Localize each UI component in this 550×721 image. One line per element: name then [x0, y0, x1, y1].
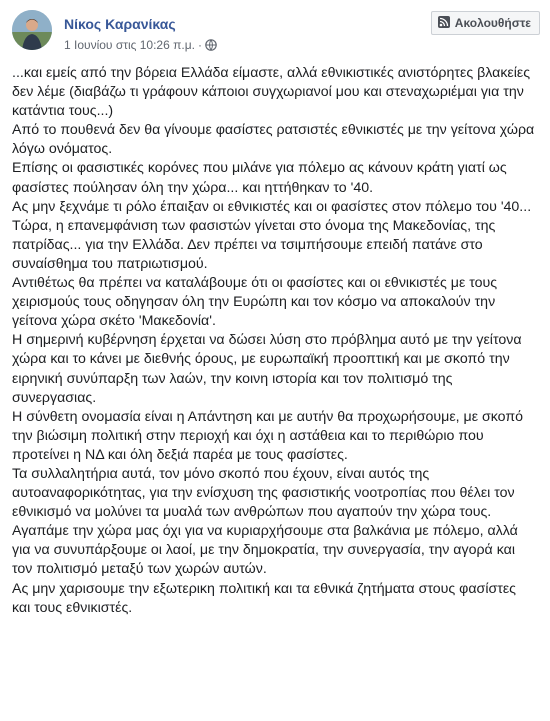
- post-body: [12, 64, 538, 618]
- follow-label: Ακολουθήστε: [454, 16, 531, 30]
- avatar[interactable]: [12, 10, 52, 50]
- post-timestamp[interactable]: 1 Ιουνίου στις 10:26 π.μ.: [64, 38, 195, 52]
- post-paragraph: Από το πουθενά δεν θα γίνουμε φασίστες ρατσιστές εθνικιστές με την γείτονα χώρα λόγω ονόματος.: [12, 122, 535, 158]
- follow-button[interactable]: [431, 11, 540, 35]
- post-meta: [64, 38, 217, 54]
- post-paragraph: Τα συλλαλητήρια αυτά, τον μόνο σκοπό που έχουν, είναι αυτός της αυτοαναφορικότητας, για την ενίσχυση της φασιστικής νοοτροπίας που θέλει τον εθνικισμό να μολύνει τα μυαλά των ανθρώπων που αγαπούν την χώρα τους.: [12, 465, 515, 521]
- post-paragraph: Τώρα, η επανεμφάνιση των φασιστών γίνεται στο όνομα της Μακεδονίας, της πατρίδας... για την Ελλάδα. Δεν πρέπει να τσιμπήσουμε επειδή πατάνε στο συναίσθημα του πατριωτισμού.: [12, 217, 496, 272]
- post-paragraph: Ας μην ξεχνάμε τι ρόλο έπαιξαν οι εθνικιστές και οι φασίστες στον πόλεμο του '40...: [12, 198, 532, 215]
- rss-icon: [438, 16, 450, 31]
- post-paragraph: Επίσης οι φασιστικές κορόνες που μιλάνε για πόλεμο ας κάνουν κράτη γιατί ως φασίστες πούλησαν όλη την χώρα... και ηττήθηκαν το '40.: [12, 160, 507, 196]
- post-paragraph: Αντιθέτως θα πρέπει να καταλάβουμε ότι οι φασίστες και οι εθνικιστές με τους χειρισμούς τους οδηγησαν όλη την Ευρώπη και τον κόσμο να αποκαλούν την γείτονα χώρα σκέτο 'Μακεδονία'.: [12, 275, 498, 330]
- post-paragraph: Η σύνθετη ονομασία είναι η Απάντηση και με αυτήν θα προχωρήσουμε, με σκοπό την βιώσιμη πολιτική στην περιοχή και όχι η αστάθεια και το περιθώριο που προτείνει η ΝΔ και όλη δεξιά παρέα με τους φασίστες.: [12, 408, 524, 463]
- globe-icon[interactable]: [205, 39, 217, 54]
- post-paragraph: ...και εμείς από την βόρεια Ελλάδα είμαστε, αλλά εθνικιστικές ανιστόρητες βλακείες δεν λέμε (διαβάζω τι γράφουν κάποιοι συγχωριανοί μου και στεναχωριέμαι για την κατάντια τους...): [12, 65, 531, 120]
- post-header: [12, 8, 540, 58]
- post-paragraph: Ας μην χαρισουμε την εξωτερικη πολιτική και τα εθνικά ζητήματα στους φασίστες και τους εθνικιστές.: [12, 580, 516, 616]
- post-paragraph: Αγαπάμε την χώρα μας όχι για να κυριαρχήσουμε στα βαλκάνια με πόλεμο, αλλά για να συνυπάρξουμε οι λαοί, με την δημοκρατία, την συνεργασία, την αγορά και τον πολιτισμό μεταξύ των χωρών αυτών.: [12, 523, 518, 578]
- author-name[interactable]: Νίκος Καρανίκας: [64, 16, 176, 32]
- post-paragraph: Η σημερινή κυβέρνηση έρχεται να δώσει λύση στο πρόβλημα αυτό με την γείτονα χώρα και το κάνει με διεθνής όρους, με ευρωπαϊκή προοπτική και με σκοπό την ειρηνική συνύπαρξη των λαών, την κοινη ιστορία και τον πολιτισμό της συνεργασιας.: [12, 332, 522, 406]
- meta-separator: ·: [197, 38, 202, 52]
